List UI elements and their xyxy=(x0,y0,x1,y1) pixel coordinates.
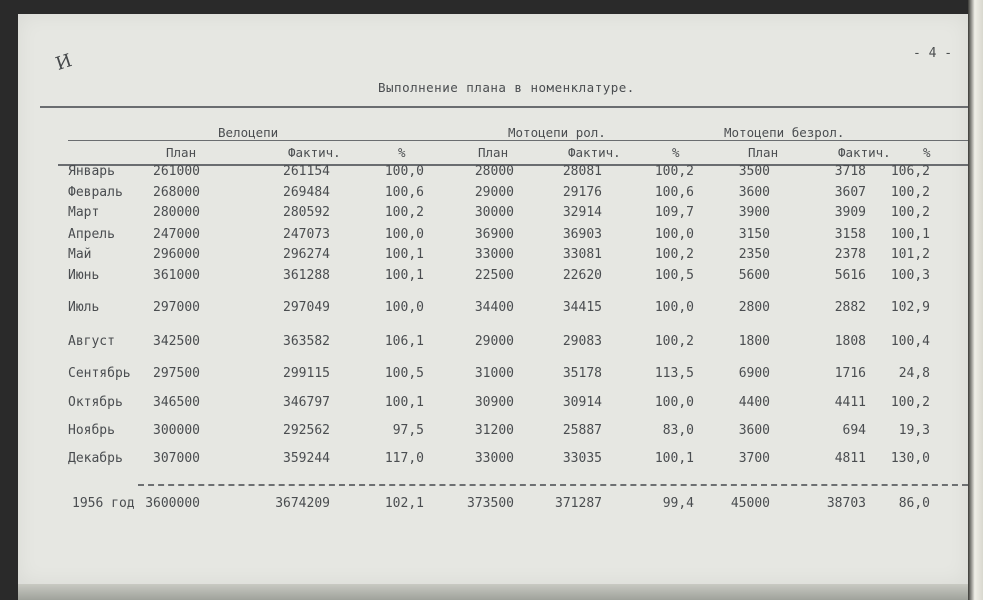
table-cell: 35178 xyxy=(562,366,602,381)
table-cell: 31200 xyxy=(474,423,514,438)
table-cell: 109,7 xyxy=(654,205,694,220)
table-cell: 19,3 xyxy=(898,423,930,438)
sub-header-8: % xyxy=(923,145,931,160)
table-row xyxy=(18,164,968,182)
table-cell: 296274 xyxy=(283,247,330,262)
table-cell: 3674209 xyxy=(275,496,330,511)
row-label: Февраль xyxy=(68,185,123,200)
table-cell: 24,8 xyxy=(898,366,930,381)
table-cell: 100,0 xyxy=(654,227,694,242)
table-cell: 33000 xyxy=(474,247,514,262)
group-header-moto-rollerless-chains: Мотоцепи безрол. xyxy=(724,125,845,140)
table-cell: 307000 xyxy=(153,451,200,466)
table-cell: 292562 xyxy=(283,423,330,438)
table-cell: 3607 xyxy=(834,185,866,200)
table-cell: 33000 xyxy=(474,451,514,466)
table-cell: 100,2 xyxy=(890,185,930,200)
table-row xyxy=(18,334,968,352)
table-cell: 5616 xyxy=(834,268,866,283)
table-row xyxy=(18,423,968,441)
table-cell: 28000 xyxy=(474,164,514,179)
table-cell: 4411 xyxy=(834,395,866,410)
sub-header-0: План xyxy=(166,145,197,160)
table-cell: 3700 xyxy=(738,451,770,466)
table-cell: 359244 xyxy=(283,451,330,466)
table-cell: 280000 xyxy=(153,205,200,220)
table-cell: 34400 xyxy=(474,300,514,315)
table-cell: 100,2 xyxy=(384,205,424,220)
scan-edge-bottom xyxy=(18,584,968,600)
table-cell: 36900 xyxy=(474,227,514,242)
table-cell: 2882 xyxy=(834,300,866,315)
table-cell: 4811 xyxy=(834,451,866,466)
table-cell: 45000 xyxy=(730,496,770,511)
table-cell: 86,0 xyxy=(898,496,930,511)
table-cell: 296000 xyxy=(153,247,200,262)
table-cell: 130,0 xyxy=(890,451,930,466)
row-label: Март xyxy=(68,205,100,220)
row-label: Июнь xyxy=(68,268,100,283)
scan-edge-right xyxy=(968,0,983,600)
table-cell: 100,2 xyxy=(890,205,930,220)
table-row xyxy=(18,268,968,286)
top-rule xyxy=(40,106,970,108)
table-cell: 117,0 xyxy=(384,451,424,466)
total-rule xyxy=(138,484,968,486)
table-cell: 100,1 xyxy=(890,227,930,242)
table-cell: 373500 xyxy=(467,496,514,511)
table-cell: 3900 xyxy=(738,205,770,220)
table-cell: 38703 xyxy=(826,496,866,511)
table-cell: 297000 xyxy=(153,300,200,315)
table-cell: 113,5 xyxy=(654,366,694,381)
table-cell: 3150 xyxy=(738,227,770,242)
row-label: Сентябрь xyxy=(68,366,131,381)
sub-header-1: Фактич. xyxy=(288,145,341,160)
table-cell: 3600 xyxy=(738,185,770,200)
table-cell: 97,5 xyxy=(392,423,424,438)
table-cell: 31000 xyxy=(474,366,514,381)
table-cell: 346797 xyxy=(283,395,330,410)
table-cell: 30000 xyxy=(474,205,514,220)
table-cell: 269484 xyxy=(283,185,330,200)
row-label: Июль xyxy=(68,300,100,315)
table-cell: 29083 xyxy=(562,334,602,349)
table-cell: 100,0 xyxy=(384,164,424,179)
page-title: Выполнение плана в номенклатуре. xyxy=(378,80,635,95)
table-cell: 100,2 xyxy=(890,395,930,410)
table-cell: 36903 xyxy=(562,227,602,242)
table-cell: 22620 xyxy=(562,268,602,283)
table-row xyxy=(18,205,968,223)
sub-header-5: % xyxy=(672,145,680,160)
table-cell: 3600000 xyxy=(145,496,200,511)
table-cell: 30914 xyxy=(562,395,602,410)
table-cell: 2800 xyxy=(738,300,770,315)
page-number: - 4 - xyxy=(913,46,953,61)
table-cell: 2350 xyxy=(738,247,770,262)
row-label: Май xyxy=(68,247,92,262)
table-row xyxy=(18,247,968,265)
sub-header-3: План xyxy=(478,145,509,160)
row-label: Октябрь xyxy=(68,395,123,410)
table-cell: 102,1 xyxy=(384,496,424,511)
table-cell: 29000 xyxy=(474,334,514,349)
table-cell: 5600 xyxy=(738,268,770,283)
table-cell: 261000 xyxy=(153,164,200,179)
document-page xyxy=(18,14,968,584)
row-label: Январь xyxy=(68,164,115,179)
table-cell: 33081 xyxy=(562,247,602,262)
table-cell: 101,2 xyxy=(890,247,930,262)
table-cell: 2378 xyxy=(834,247,866,262)
table-cell: 22500 xyxy=(474,268,514,283)
sub-header-7: Фактич. xyxy=(838,145,891,160)
table-cell: 100,0 xyxy=(384,300,424,315)
sub-header-6: План xyxy=(748,145,779,160)
table-cell: 100,0 xyxy=(654,395,694,410)
table-row xyxy=(18,496,968,514)
table-cell: 3500 xyxy=(738,164,770,179)
table-cell: 100,2 xyxy=(654,247,694,262)
row-label: Август xyxy=(68,334,115,349)
table-cell: 100,1 xyxy=(384,268,424,283)
table-cell: 6900 xyxy=(738,366,770,381)
table-cell: 3600 xyxy=(738,423,770,438)
table-cell: 100,1 xyxy=(384,247,424,262)
table-row xyxy=(18,395,968,413)
table-cell: 34415 xyxy=(562,300,602,315)
table-cell: 297049 xyxy=(283,300,330,315)
table-cell: 342500 xyxy=(153,334,200,349)
table-cell: 247073 xyxy=(283,227,330,242)
handwritten-mark: И xyxy=(53,50,75,75)
table-cell: 297500 xyxy=(153,366,200,381)
sub-header-4: Фактич. xyxy=(568,145,621,160)
table-cell: 83,0 xyxy=(662,423,694,438)
table-cell: 261154 xyxy=(283,164,330,179)
table-cell: 28081 xyxy=(562,164,602,179)
table-cell: 100,4 xyxy=(890,334,930,349)
table-cell: 100,3 xyxy=(890,268,930,283)
table-cell: 3158 xyxy=(834,227,866,242)
group-header-moto-roller-chains: Мотоцепи рол. xyxy=(508,125,606,140)
table-cell: 100,6 xyxy=(384,185,424,200)
table-cell: 3909 xyxy=(834,205,866,220)
table-cell: 100,1 xyxy=(654,451,694,466)
table-cell: 247000 xyxy=(153,227,200,242)
table-cell: 100,2 xyxy=(654,164,694,179)
sub-header-2: % xyxy=(398,145,406,160)
group-header-bicycle-chains: Велоцепи xyxy=(218,125,279,140)
row-label: Ноябрь xyxy=(68,423,115,438)
table-cell: 100,0 xyxy=(654,300,694,315)
table-cell: 371287 xyxy=(555,496,602,511)
table-cell: 29176 xyxy=(562,185,602,200)
table-row xyxy=(18,451,968,469)
table-row xyxy=(18,185,968,203)
table-cell: 361288 xyxy=(283,268,330,283)
table-cell: 29000 xyxy=(474,185,514,200)
table-cell: 280592 xyxy=(283,205,330,220)
table-cell: 361000 xyxy=(153,268,200,283)
table-cell: 4400 xyxy=(738,395,770,410)
row-label: 1956 год xyxy=(72,496,135,511)
table-cell: 30900 xyxy=(474,395,514,410)
table-cell: 300000 xyxy=(153,423,200,438)
table-row xyxy=(18,366,968,384)
table-cell: 100,1 xyxy=(384,395,424,410)
table-cell: 363582 xyxy=(283,334,330,349)
table-cell: 25887 xyxy=(562,423,602,438)
table-row xyxy=(18,227,968,245)
row-label: Декабрь xyxy=(68,451,123,466)
table-cell: 1716 xyxy=(834,366,866,381)
table-cell: 346500 xyxy=(153,395,200,410)
table-row xyxy=(18,300,968,318)
table-cell: 268000 xyxy=(153,185,200,200)
table-cell: 32914 xyxy=(562,205,602,220)
table-cell: 100,0 xyxy=(384,227,424,242)
table-cell: 3718 xyxy=(834,164,866,179)
table-cell: 106,2 xyxy=(890,164,930,179)
group-rule xyxy=(68,140,968,141)
table-cell: 102,9 xyxy=(890,300,930,315)
table-cell: 106,1 xyxy=(384,334,424,349)
table-cell: 1808 xyxy=(834,334,866,349)
table-cell: 33035 xyxy=(562,451,602,466)
table-cell: 100,5 xyxy=(384,366,424,381)
table-cell: 299115 xyxy=(283,366,330,381)
table-cell: 694 xyxy=(842,423,866,438)
table-cell: 99,4 xyxy=(662,496,694,511)
table-cell: 100,6 xyxy=(654,185,694,200)
table-cell: 100,2 xyxy=(654,334,694,349)
table-cell: 1800 xyxy=(738,334,770,349)
table-cell: 100,5 xyxy=(654,268,694,283)
row-label: Апрель xyxy=(68,227,115,242)
